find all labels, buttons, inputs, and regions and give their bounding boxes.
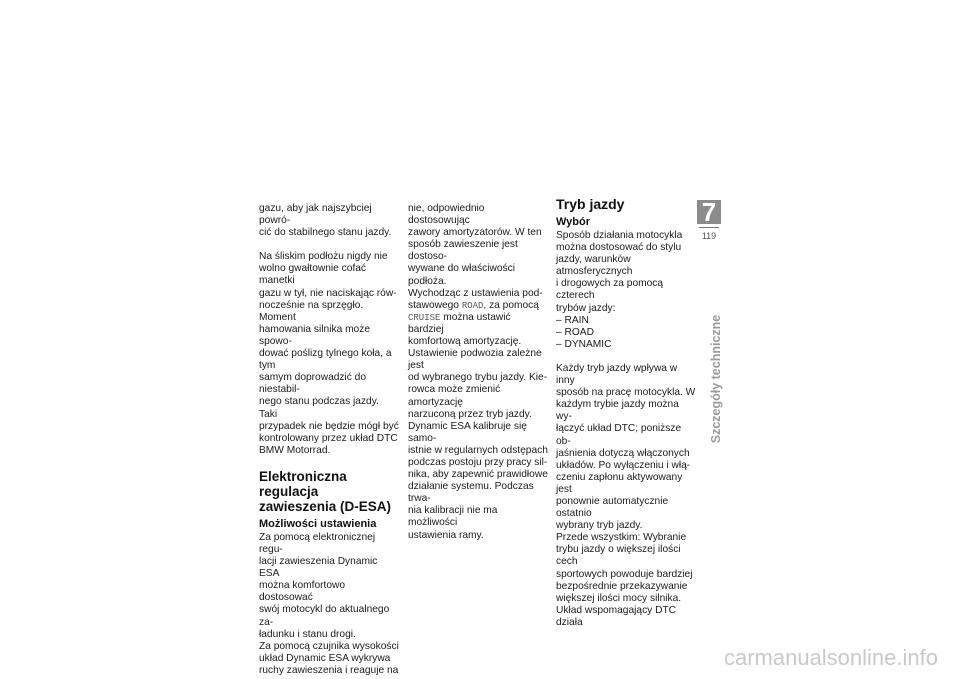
section-side-title: Szczegóły techniczne xyxy=(709,314,723,444)
mode-item: DYNAMIC xyxy=(564,338,612,350)
chapter-number: 7 xyxy=(697,200,721,224)
page-number: 119 xyxy=(701,231,717,241)
column-3 xyxy=(556,196,696,629)
dash-bullet: – xyxy=(556,314,565,326)
paragraph: Sposób działania motocykla można dostosować do stylu jazdy, warunków atmosferycznych i drogowych za pomocą czterech trybów jazdy: xyxy=(556,230,683,314)
paragraph: Ustawienie podwozia zależne jest od wybranego trybu jazdy. Kie- rowca może zmienić amortyzację narzuconą przez tryb jazdy. Dynamic ESA kalibruje się samo- istnie w regularnych odstępach podczas postoju przy pracy sil- nika, aby zapewnić prawidłowe działanie systemu. Podczas trwa- nia kalibracji nie ma możliwości ustawienia ramy. xyxy=(408,348,548,541)
text-run: nie, odpowiednio dostosowując zawory amortyzatorów. W ten sposób zawieszenie jest dostoso- wywane do właściwości podłoża. Wychodząc z ustawienia pod- stawowego xyxy=(408,203,543,311)
paragraph: Układ wspomagający DTC działa xyxy=(556,604,677,628)
dash-bullet: – xyxy=(556,326,565,338)
subsection-heading: Wybór xyxy=(556,216,591,228)
mode-item: RAIN xyxy=(564,314,589,326)
text-run: można ustawić bardziej komfortową amortyzację. xyxy=(408,311,522,348)
text-run: , za pomocą xyxy=(483,299,539,311)
dash-bullet: – xyxy=(556,338,565,350)
section-heading: Elektroniczna regulacja zawieszenia (D-ESA) xyxy=(259,468,392,514)
mode-label: CRUISE xyxy=(408,312,441,323)
paragraph: gazu, aby jak najszybciej powró- cić do stabilnego stanu jazdy. xyxy=(259,203,392,239)
paragraph: Przede wszystkim: Wybranie trybu jazdy o większej ilości cech sportowych powoduje bardziej bezpośrednie przekazywanie większej ilości mocy silnika. xyxy=(556,532,693,604)
paragraph: Za pomocą elektronicznej regu- lacji zawieszenia Dynamic ESA można komfortowo dostosować swój motocykl do aktualnego za- ładunku i stanu drogi. xyxy=(259,531,390,640)
subsection-heading: Możliwości ustawienia xyxy=(259,517,377,530)
column-2 xyxy=(408,203,548,542)
list-item xyxy=(556,339,696,351)
column-1 xyxy=(259,203,399,677)
paragraph: Każdy tryb jazdy wpływa w inny sposób na pracę motocykla. W każdym trybie jazdy można wy- łączyć układ DTC; poniższe ob- jaśnienia dotyczą włączonych układów. Po wyłączeniu i włą- czeniu zapłonu aktywowany jest ponownie automatycznie ostatnio wybrany tryb jazdy. xyxy=(556,362,696,532)
section-heading: Tryb jazdy xyxy=(556,196,625,212)
chapter-tab xyxy=(697,197,721,241)
mode-label: ROAD xyxy=(461,300,484,311)
paragraph: Za pomocą czujnika wysokości układ Dynamic ESA wykrywa ruchy zawieszenia i reaguje na xyxy=(259,640,399,676)
paragraph: Na śliskim podłożu nigdy nie wolno gwałtownie cofać manetki gazu w tył, nie naciskając rów- nocześnie na sprzęgło. Moment hamowania silnika może spowo- dować poślizg tylnego koła, a tym samym doprowadzić do niestabil- nego stanu podczas jazdy. Taki przypadek nie będzie mógł być kontrolowany przez układ DTC BMW Motorrad. xyxy=(259,251,399,456)
watermark: carmanualsonline.info xyxy=(723,645,938,670)
list-item xyxy=(556,315,696,327)
divider xyxy=(699,227,719,228)
paragraph xyxy=(408,203,548,348)
mode-item: ROAD xyxy=(564,326,594,338)
list-item xyxy=(556,327,696,339)
